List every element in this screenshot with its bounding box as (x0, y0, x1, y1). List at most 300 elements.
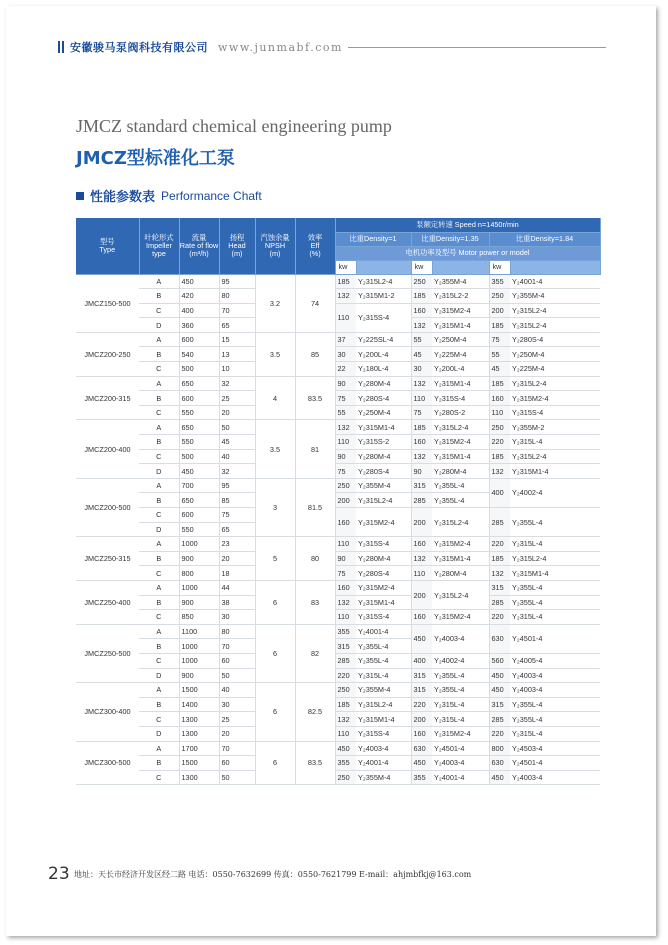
cell-kw: 90 (335, 551, 356, 566)
cell-kw: 220 (335, 668, 356, 683)
cell-kw: 285 (489, 508, 510, 537)
cell-kw: 110 (335, 303, 356, 332)
table-row (76, 420, 600, 435)
th-kw-blank-3 (510, 260, 600, 274)
performance-table (76, 218, 601, 785)
page-number: 23 (48, 864, 70, 884)
cell-motor-model: Y₂4501-4 (432, 741, 489, 756)
cell-kw: 160 (335, 508, 356, 537)
section-title-en: Performance Chaft (161, 188, 262, 203)
cell-kw: 200 (411, 712, 432, 727)
cell-kw: 160 (489, 391, 510, 406)
cell-kw: 160 (411, 303, 432, 318)
cell-kw: 250 (335, 683, 356, 698)
cell-kw: 560 (489, 653, 510, 668)
cell-kw: 132 (489, 464, 510, 479)
cell-head: 65 (219, 318, 255, 333)
cell-flow: 900 (179, 595, 219, 610)
cell-impeller: C (139, 653, 179, 668)
cell-kw: 315 (489, 697, 510, 712)
cell-impeller: D (139, 522, 179, 537)
cell-model: JMCZ250-400 (76, 580, 139, 624)
table-row (76, 566, 600, 581)
cell-motor-model: Y₂315M1-4 (510, 566, 600, 581)
cell-motor-model: Y₂315M1-4 (356, 420, 411, 435)
cell-head: 80 (219, 624, 255, 639)
cell-motor-model: Y₂355M-4 (356, 770, 411, 785)
cell-kw: 110 (335, 726, 356, 741)
cell-head: 45 (219, 435, 255, 450)
cell-model: JMCZ150-500 (76, 274, 139, 332)
cell-impeller: A (139, 332, 179, 347)
table-body (76, 274, 600, 785)
cell-kw: 630 (489, 624, 510, 653)
cell-impeller: B (139, 551, 179, 566)
cell-motor-model: Y₂355L-4 (432, 683, 489, 698)
cell-kw: 185 (489, 318, 510, 333)
cell-impeller: A (139, 580, 179, 595)
cell-kw: 200 (411, 580, 432, 609)
table-row (76, 376, 600, 391)
table-row (76, 712, 600, 727)
th-eff: 效率 Eff (%) (295, 218, 335, 274)
cell-motor-model: Y₂4003-4 (510, 683, 600, 698)
cell-kw: 400 (489, 478, 510, 507)
cell-motor-model: Y₂4002-4 (510, 478, 600, 507)
cell-kw: 355 (411, 770, 432, 785)
cell-flow: 1300 (179, 770, 219, 785)
table-row (76, 770, 600, 785)
table-row (76, 756, 600, 771)
cell-motor-model: Y₂315M2-4 (432, 726, 489, 741)
cell-kw: 110 (411, 391, 432, 406)
cell-motor-model: Y₂4003-4 (432, 624, 489, 653)
table-row (76, 683, 600, 698)
cell-npsh: 6 (255, 580, 295, 624)
cell-flow: 600 (179, 508, 219, 523)
cell-eff: 83 (295, 580, 335, 624)
cell-kw: 132 (411, 318, 432, 333)
cell-motor-model: Y₂280M-4 (356, 551, 411, 566)
cell-motor-model: Y₂315M2-4 (356, 508, 411, 537)
cell-kw: 220 (411, 697, 432, 712)
cell-motor-model: Y₂280S-4 (356, 464, 411, 479)
table-row (76, 449, 600, 464)
cell-motor-model: Y₂315L2-4 (432, 508, 489, 537)
table-row (76, 537, 600, 552)
cell-motor-model: Y₂315L2-4 (510, 551, 600, 566)
cell-kw: 450 (411, 756, 432, 771)
cell-head: 65 (219, 522, 255, 537)
cell-motor-model: Y₂250M-4 (510, 347, 600, 362)
cell-flow: 1000 (179, 639, 219, 654)
table-row (76, 405, 600, 420)
cell-head: 20 (219, 405, 255, 420)
cell-kw: 250 (335, 770, 356, 785)
cell-flow: 850 (179, 610, 219, 625)
cell-kw: 132 (411, 449, 432, 464)
cell-kw: 160 (411, 726, 432, 741)
cell-head: 40 (219, 449, 255, 464)
cell-kw: 185 (411, 289, 432, 304)
cell-kw: 75 (335, 464, 356, 479)
cell-motor-model: Y₂355L-4 (510, 697, 600, 712)
cell-flow: 500 (179, 362, 219, 377)
table-row (76, 697, 600, 712)
cell-kw: 250 (489, 289, 510, 304)
table-row (76, 391, 600, 406)
cell-motor-model: Y₂315M1-4 (356, 595, 411, 610)
cell-kw: 315 (411, 668, 432, 683)
cell-motor-model: Y₂250M-4 (356, 405, 411, 420)
cell-impeller: C (139, 712, 179, 727)
cell-flow: 1000 (179, 580, 219, 595)
cell-npsh: 6 (255, 683, 295, 741)
th-kw-blank-1 (356, 260, 411, 274)
table-row (76, 551, 600, 566)
cell-head: 15 (219, 332, 255, 347)
th-impeller: 叶轮形式 Impeller type (139, 218, 179, 274)
cell-motor-model: Y₂315L2-4 (510, 376, 600, 391)
cell-head: 70 (219, 303, 255, 318)
cell-flow: 360 (179, 318, 219, 333)
cell-head: 50 (219, 668, 255, 683)
cell-kw: 30 (411, 362, 432, 377)
th-density-135: 比重Density=1.35 (411, 232, 489, 246)
cell-motor-model: Y₂355M-2 (510, 420, 600, 435)
cell-motor-model: Y₂355L-4 (510, 508, 600, 537)
cell-impeller: A (139, 537, 179, 552)
cell-impeller: B (139, 347, 179, 362)
company-name: 安徽骏马泵阀科技有限公司 (70, 41, 208, 54)
page-header (58, 40, 343, 54)
cell-motor-model: Y₂4002-4 (432, 653, 489, 668)
cell-model: JMCZ250-315 (76, 537, 139, 581)
cell-flow: 500 (179, 449, 219, 464)
cell-motor-model: Y₂200L-4 (356, 347, 411, 362)
cell-kw: 185 (489, 376, 510, 391)
cell-motor-model: Y₂4003-4 (510, 770, 600, 785)
cell-motor-model: Y₂355L-4 (432, 493, 489, 508)
cell-kw: 45 (489, 362, 510, 377)
cell-eff: 82.5 (295, 683, 335, 741)
cell-motor-model: Y₂355L-4 (356, 639, 411, 654)
table-row (76, 362, 600, 377)
cell-flow: 1700 (179, 741, 219, 756)
cell-motor-model: Y₂315L-4 (510, 435, 600, 450)
cell-motor-model: Y₂180L-4 (356, 362, 411, 377)
footer-address: 地址：天长市经济开发区经二路 电话：0550-7632699 传真：0550-7621799 E-mail：ahjmbfkj@163.com (74, 870, 472, 879)
cell-kw: 630 (489, 756, 510, 771)
table-row (76, 610, 600, 625)
cell-kw: 22 (335, 362, 356, 377)
cell-head: 70 (219, 741, 255, 756)
cell-motor-model: Y₂280M-4 (432, 464, 489, 479)
cell-head: 60 (219, 653, 255, 668)
table-row (76, 508, 600, 523)
cell-kw: 132 (335, 595, 356, 610)
cell-motor-model: Y₂315M1-4 (432, 551, 489, 566)
cell-head: 50 (219, 770, 255, 785)
cell-motor-model: Y₂315S-4 (432, 391, 489, 406)
cell-motor-model: Y₂315S-2 (356, 435, 411, 450)
cell-npsh: 4 (255, 376, 295, 420)
cell-impeller: B (139, 639, 179, 654)
table-row (76, 624, 600, 639)
cell-kw: 132 (335, 712, 356, 727)
cell-npsh: 6 (255, 741, 295, 785)
cell-kw: 220 (489, 726, 510, 741)
cell-motor-model: Y₂315L2-4 (432, 420, 489, 435)
cell-motor-model: Y₂4001-4 (356, 756, 411, 771)
table-row (76, 741, 600, 756)
cell-eff: 83.5 (295, 376, 335, 420)
cell-npsh: 6 (255, 624, 295, 682)
cell-motor-model: Y₂280S-4 (510, 332, 600, 347)
cell-head: 95 (219, 478, 255, 493)
cell-flow: 450 (179, 464, 219, 479)
cell-kw: 110 (489, 405, 510, 420)
cell-kw: 315 (489, 580, 510, 595)
cell-kw: 110 (411, 566, 432, 581)
cell-impeller: D (139, 668, 179, 683)
cell-motor-model: Y₂315M1-4 (432, 376, 489, 391)
table-row (76, 726, 600, 741)
cell-impeller: B (139, 595, 179, 610)
cell-flow: 650 (179, 420, 219, 435)
cell-kw: 450 (335, 741, 356, 756)
cell-kw: 185 (489, 449, 510, 464)
cell-motor-model: Y₂280S-2 (432, 405, 489, 420)
cell-kw: 132 (335, 420, 356, 435)
cell-kw: 200 (335, 493, 356, 508)
cell-flow: 400 (179, 303, 219, 318)
cell-kw: 160 (335, 580, 356, 595)
cell-kw: 355 (335, 624, 356, 639)
company-url: www.junmabf.com (218, 40, 343, 54)
cell-impeller: A (139, 741, 179, 756)
cell-npsh: 3.5 (255, 420, 295, 478)
cell-flow: 650 (179, 493, 219, 508)
cell-kw: 185 (335, 697, 356, 712)
cell-eff: 81.5 (295, 478, 335, 536)
cell-kw: 200 (489, 303, 510, 318)
cell-head: 18 (219, 566, 255, 581)
cell-motor-model: Y₂315L2-4 (356, 493, 411, 508)
cell-model: JMCZ200-250 (76, 332, 139, 376)
th-kw-blank-2 (432, 260, 489, 274)
cell-flow: 550 (179, 405, 219, 420)
cell-kw: 315 (411, 478, 432, 493)
cell-flow: 600 (179, 391, 219, 406)
cell-impeller: B (139, 756, 179, 771)
cell-head: 23 (219, 537, 255, 552)
cell-kw: 285 (411, 493, 432, 508)
cell-motor-model: Y₂315S-4 (356, 610, 411, 625)
cell-head: 13 (219, 347, 255, 362)
th-motor: 电机功率及型号 Motor power or model (335, 246, 600, 260)
cell-kw: 55 (411, 332, 432, 347)
cell-motor-model: Y₂315L2-4 (356, 274, 411, 289)
cell-kw: 630 (411, 741, 432, 756)
th-flow: 流量 Rate of flow (m³/h) (179, 218, 219, 274)
cell-kw: 110 (335, 537, 356, 552)
cell-motor-model: Y₂315L2-4 (432, 580, 489, 609)
cell-kw: 75 (411, 405, 432, 420)
cell-motor-model: Y₂4003-4 (510, 668, 600, 683)
cell-kw: 200 (411, 508, 432, 537)
cell-head: 40 (219, 683, 255, 698)
cell-kw: 285 (489, 712, 510, 727)
cell-head: 60 (219, 756, 255, 771)
cell-head: 25 (219, 712, 255, 727)
cell-kw: 220 (489, 435, 510, 450)
cell-impeller: A (139, 683, 179, 698)
th-kw-3: kw (489, 260, 510, 274)
cell-motor-model: Y₂4503-4 (510, 741, 600, 756)
cell-motor-model: Y₂4501-4 (510, 624, 600, 653)
cell-model: JMCZ300-400 (76, 683, 139, 741)
cell-head: 32 (219, 464, 255, 479)
cell-impeller: C (139, 362, 179, 377)
cell-model: JMCZ200-315 (76, 376, 139, 420)
table-row (76, 347, 600, 362)
cell-head: 20 (219, 551, 255, 566)
table-row (76, 332, 600, 347)
cell-head: 85 (219, 493, 255, 508)
cell-motor-model: Y₂280M-4 (356, 449, 411, 464)
cell-impeller: C (139, 508, 179, 523)
cell-impeller: B (139, 289, 179, 304)
cell-kw: 30 (335, 347, 356, 362)
cell-kw: 90 (411, 464, 432, 479)
cell-flow: 900 (179, 551, 219, 566)
cell-kw: 110 (335, 610, 356, 625)
cell-kw: 132 (411, 376, 432, 391)
cell-motor-model: Y₂315L2-4 (356, 697, 411, 712)
cell-kw: 55 (335, 405, 356, 420)
cell-kw: 220 (489, 537, 510, 552)
cell-motor-model: Y₂355M-4 (432, 274, 489, 289)
cell-kw: 75 (335, 391, 356, 406)
cell-head: 30 (219, 610, 255, 625)
cell-eff: 74 (295, 274, 335, 332)
cell-kw: 450 (489, 683, 510, 698)
cell-impeller: C (139, 303, 179, 318)
cell-npsh: 3 (255, 478, 295, 536)
cell-kw: 450 (411, 624, 432, 653)
cell-kw: 250 (489, 420, 510, 435)
cell-head: 80 (219, 289, 255, 304)
cell-motor-model: Y₂280S-4 (356, 391, 411, 406)
cell-head: 32 (219, 376, 255, 391)
cell-kw: 250 (411, 274, 432, 289)
cell-impeller: B (139, 435, 179, 450)
th-head: 扬程 Head (m) (219, 218, 255, 274)
cell-motor-model: Y₂315S-4 (356, 537, 411, 552)
cell-flow: 800 (179, 566, 219, 581)
cell-motor-model: Y₂200L-4 (432, 362, 489, 377)
cell-flow: 1000 (179, 537, 219, 552)
cell-motor-model: Y₂315L2-2 (432, 289, 489, 304)
cell-motor-model: Y₂4005-4 (510, 653, 600, 668)
cell-flow: 550 (179, 435, 219, 450)
cell-motor-model: Y₂225SL-4 (356, 332, 411, 347)
cell-motor-model: Y₂315L-4 (510, 537, 600, 552)
cell-flow: 1100 (179, 624, 219, 639)
cell-npsh: 5 (255, 537, 295, 581)
cell-kw: 75 (489, 332, 510, 347)
cell-flow: 1500 (179, 756, 219, 771)
th-density-184: 比重Density=1.84 (489, 232, 600, 246)
cell-model: JMCZ200-400 (76, 420, 139, 478)
th-density-1: 比重Density=1 (335, 232, 411, 246)
cell-head: 75 (219, 508, 255, 523)
cell-kw: 45 (411, 347, 432, 362)
cell-impeller: A (139, 624, 179, 639)
cell-motor-model: Y₂355M-4 (356, 478, 411, 493)
table-row (76, 595, 600, 610)
cell-motor-model: Y₂315L2-4 (510, 449, 600, 464)
cell-motor-model: Y₂225M-4 (510, 362, 600, 377)
cell-kw: 90 (335, 376, 356, 391)
cell-motor-model: Y₂4003-4 (432, 756, 489, 771)
cell-motor-model: Y₂4001-4 (510, 274, 600, 289)
cell-kw: 132 (489, 566, 510, 581)
cell-kw: 160 (411, 435, 432, 450)
cell-head: 10 (219, 362, 255, 377)
cell-kw: 55 (489, 347, 510, 362)
cell-impeller: D (139, 464, 179, 479)
cell-motor-model: Y₂315M2-4 (432, 610, 489, 625)
cell-kw: 250 (335, 478, 356, 493)
cell-kw: 185 (411, 420, 432, 435)
cell-flow: 700 (179, 478, 219, 493)
cell-kw: 37 (335, 332, 356, 347)
cell-flow: 1300 (179, 726, 219, 741)
cell-motor-model: Y₂315S-4 (356, 303, 411, 332)
cell-motor-model: Y₂315M1-4 (356, 712, 411, 727)
cell-eff: 85 (295, 332, 335, 376)
cell-impeller: C (139, 770, 179, 785)
cell-impeller: A (139, 420, 179, 435)
cell-motor-model: Y₂315M1-2 (356, 289, 411, 304)
cell-flow: 1400 (179, 697, 219, 712)
cell-flow: 1300 (179, 712, 219, 727)
cell-impeller: C (139, 566, 179, 581)
cell-motor-model: Y₂315L-4 (510, 726, 600, 741)
cell-head: 30 (219, 697, 255, 712)
th-npsh: 汽蚀余量 NPSH (m) (255, 218, 295, 274)
cell-motor-model: Y₂225M-4 (432, 347, 489, 362)
title-english: JMCZ standard chemical engineering pump (76, 116, 392, 136)
cell-kw: 315 (335, 639, 356, 654)
cell-flow: 1500 (179, 683, 219, 698)
cell-motor-model: Y₂355L-4 (510, 580, 600, 595)
cell-model: JMCZ200-500 (76, 478, 139, 536)
title-chinese: JMCZ型标准化工泵 (76, 148, 235, 169)
cell-kw: 800 (489, 741, 510, 756)
cell-kw: 400 (411, 653, 432, 668)
section-square-icon (76, 192, 84, 200)
cell-kw: 285 (489, 595, 510, 610)
cell-kw: 160 (411, 537, 432, 552)
cell-kw: 132 (335, 289, 356, 304)
cell-impeller: C (139, 449, 179, 464)
cell-motor-model: Y₂355M-4 (356, 683, 411, 698)
cell-motor-model: Y₂315L-4 (510, 610, 600, 625)
cell-head: 20 (219, 726, 255, 741)
